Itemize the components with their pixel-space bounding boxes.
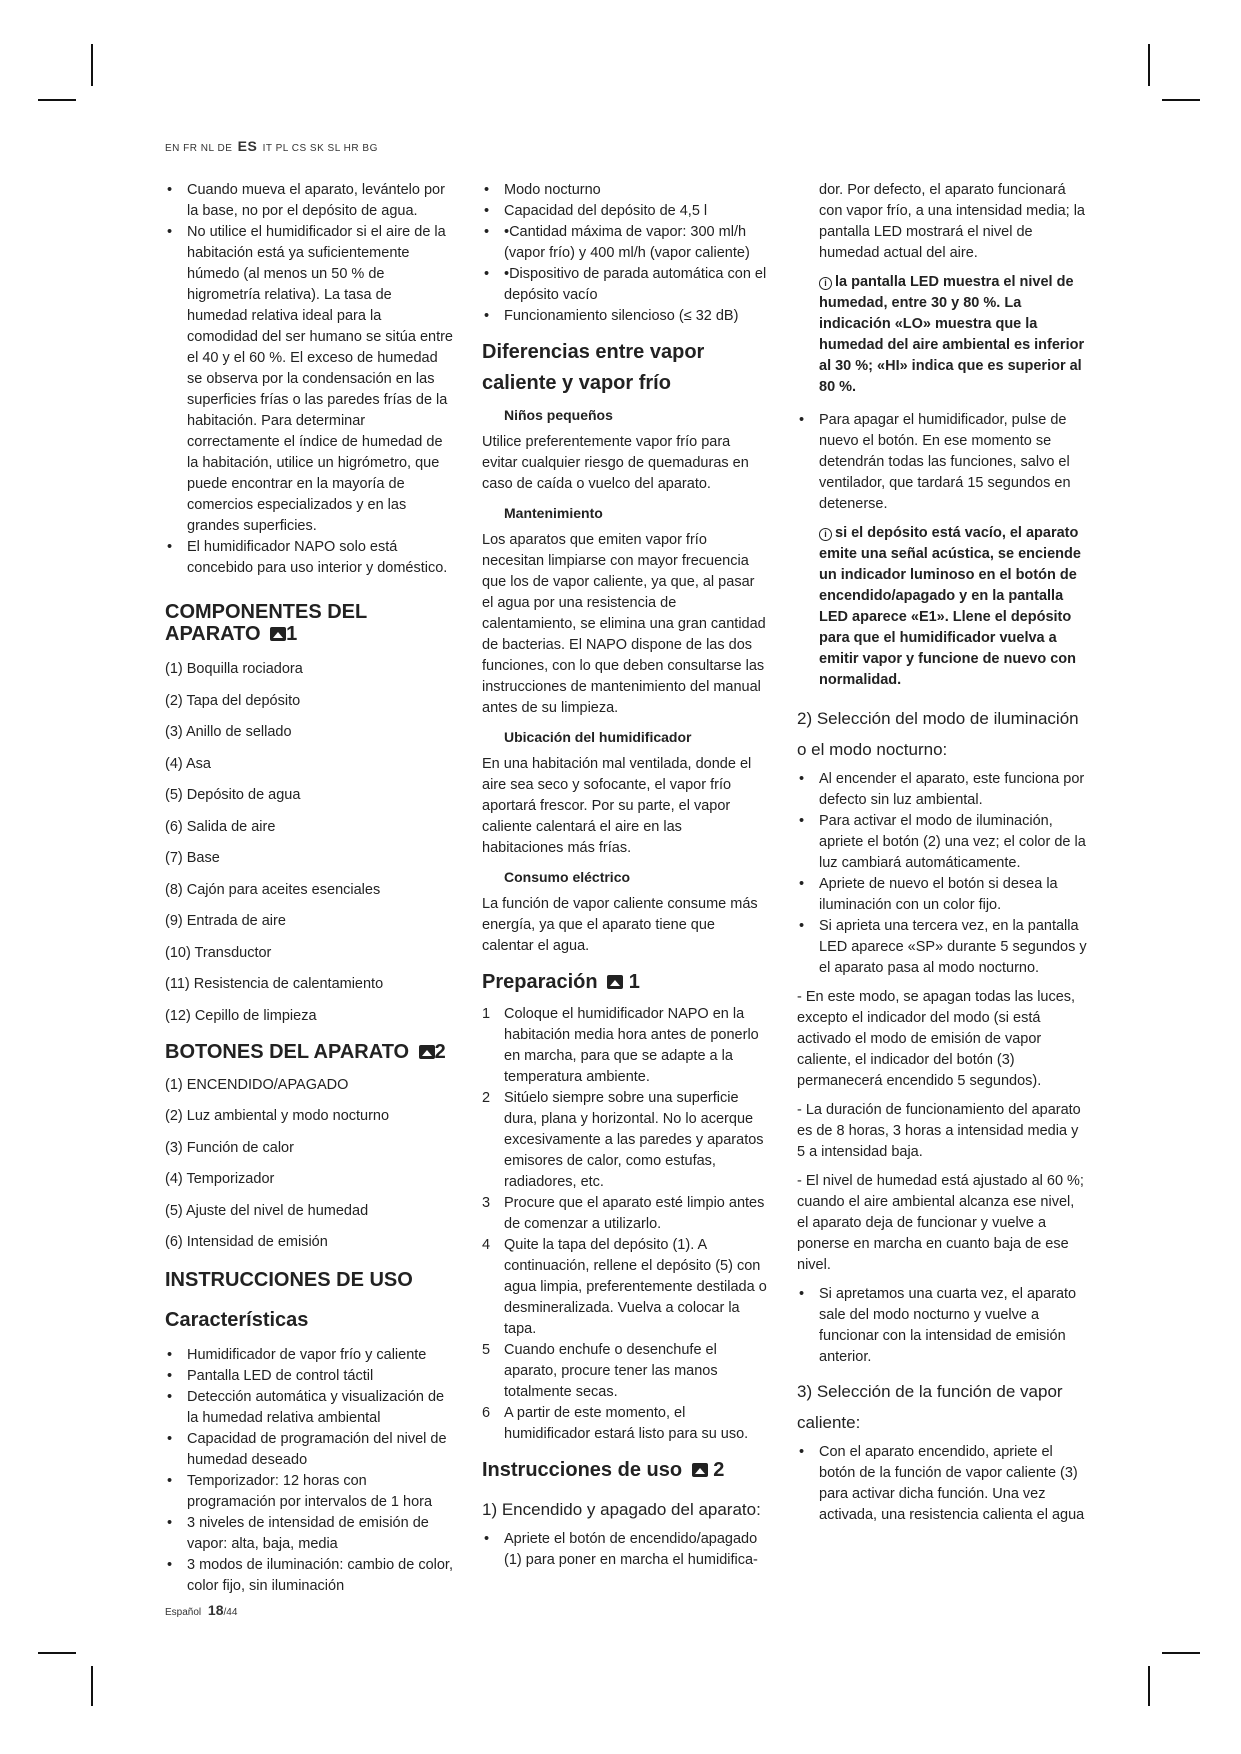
off-list: [797, 410, 1087, 515]
crop-mark: [91, 44, 93, 86]
cont-text: dor. Por defecto, el aparato funcionará con vapor frío, a una intensidad media; la pantalla LED mostrará el nivel de humedad actual del aire.: [819, 182, 1085, 261]
location-heading: Ubicación del humidificador: [504, 729, 692, 745]
location-text: En una habitación mal ventilada, donde el aire sea seco y sofocante, el vapor frío aportará frescor. Por su parte, el vapor caliente calentará el aire en las habitaciones más frías.: [482, 756, 752, 856]
list-item: • 3 niveles de intensidad de emisión de vapor: alta, baja, media: [165, 1513, 455, 1555]
step-text: A partir de este momento, el humidificador estará listo para su uso.: [504, 1405, 749, 1442]
note-text: si el depósito está vacío, el aparato emite una señal acústica, se enciende un indicador luminoso en el botón de encendido/apagado y en la pantalla LED aparece «E1». Llene el depósito para que el humidificador vuelva a emitir vapor y funcione de nuevo con normalidad.: [819, 525, 1081, 688]
power-text: La función de vapor caliente consume más energía, ya que el aparato tiene que calentar el agua.: [482, 896, 758, 954]
fourth-list: [797, 1284, 1087, 1368]
kids-text: Utilice preferentemente vapor frío para evitar cualquier riesgo de quemaduras en caso de caída o vuelco del aparato.: [482, 434, 749, 492]
page-footer: [165, 1602, 237, 1618]
features-heading: Características: [165, 1309, 309, 1331]
light-heading: 2) Selección del modo de iluminación o el modo nocturno:: [797, 709, 1079, 759]
features-list-cont: [482, 180, 767, 327]
use-fig-number: 2: [713, 1459, 725, 1481]
features-list: [165, 1345, 455, 1597]
bullet-list-top: [165, 180, 455, 579]
step-text: Sitúelo siempre sobre una superficie dura, plana y horizontal. No lo acerque excesivamente a las paredes y aparatos emisores de calor, como estufas, radiadores, etc.: [504, 1090, 764, 1190]
components-fig-number: 1: [286, 623, 298, 645]
step-text: Cuando enchufe o desenchufe el aparato, procure tener las manos totalmente secas.: [504, 1342, 718, 1400]
page-number: 18: [207, 1602, 224, 1618]
prep-steps: [482, 1004, 767, 1445]
page-total: /44: [223, 1607, 238, 1618]
image-icon: [692, 1463, 708, 1477]
crop-mark: [38, 1652, 76, 1654]
instructions-heading: INSTRUCCIONES DE USO: [165, 1269, 413, 1291]
step-number: 6: [482, 1405, 491, 1421]
component-item: (7) Base: [165, 850, 220, 866]
column-2: [482, 180, 767, 1579]
list-item: • Temporizador: 12 horas con programación por intervalos de 1 hora: [165, 1471, 455, 1513]
list-item: • Humidificador de vapor frío y caliente: [165, 1345, 455, 1366]
kids-heading: Niños pequeños: [504, 407, 613, 423]
lang-before: EN FR NL DE: [165, 143, 233, 154]
component-item: (2) Tapa del depósito: [165, 692, 301, 709]
step-number: 2: [482, 1090, 491, 1106]
buttons-list: [165, 1075, 455, 1254]
list-item: • •Cantidad máxima de vapor: 300 ml/h (vapor frío) y 400 ml/h (vapor caliente): [482, 222, 767, 264]
list-item: • Funcionamiento silencioso (≤ 32 dB): [482, 306, 767, 327]
lang-after: IT PL CS SK SL HR BG: [262, 143, 378, 154]
step-item: [482, 1235, 767, 1340]
crop-mark: [91, 1666, 93, 1706]
light-list: [797, 769, 1087, 979]
power-heading: Consumo eléctrico: [504, 869, 631, 885]
component-item: (8) Cajón para aceites esenciales: [165, 881, 381, 898]
components-heading: [165, 601, 455, 645]
note-humidity: [797, 272, 1087, 398]
component-item: (3) Anillo de sellado: [165, 724, 292, 740]
button-item: (6) Intensidad de emisión: [165, 1234, 328, 1250]
button-item: (4) Temporizador: [165, 1171, 275, 1187]
diff-heading: Diferencias entre vapor caliente y vapor frío: [482, 341, 705, 394]
buttons-fig-number: 2: [434, 1040, 446, 1063]
list-item: • Pantalla LED de control táctil: [165, 1366, 455, 1387]
step-item: [482, 1403, 767, 1445]
list-item: • Cuando mueva el aparato, levántelo por la base, no por el depósito de agua.: [165, 180, 455, 222]
dash-text: - El nivel de humedad está ajustado al 60 %; cuando el aire ambiental alcanza ese nivel, el aparato deja de funcionar y vuelve a ponerse en marcha en cuanto baja de ese nivel.: [797, 1173, 1084, 1273]
info-icon: i: [819, 528, 832, 541]
crop-mark: [1148, 44, 1150, 86]
language-selector: [165, 138, 378, 154]
component-item: (5) Depósito de agua: [165, 787, 301, 803]
list-item: • Capacidad de programación del nivel de humedad deseado: [165, 1429, 455, 1471]
component-item: (10) Transductor: [165, 944, 272, 961]
step-number: 1: [482, 1006, 491, 1022]
dash-text: - La duración de funcionamiento del aparato es de 8 horas, 3 horas a intensidad media y 5 a intensidad baja.: [797, 1102, 1081, 1160]
component-item: (11) Resistencia de calentamiento: [165, 976, 384, 992]
list-item: • 3 modos de iluminación: cambio de color, color fijo, sin iluminación: [165, 1555, 455, 1597]
list-item: • Para apagar el humidificador, pulse de nuevo el botón. En ese momento se detendrán todas las funciones, salvo el ventilador, que tardará 15 segundos en detenerse.: [797, 410, 1087, 515]
dash-text: - En este modo, se apagan todas las luces, excepto el indicador del modo (si está activado el modo de emisión de vapor caliente, el indicador del botón (3) permanecerá encendido 5 segundos).: [797, 989, 1076, 1089]
image-icon: [607, 975, 623, 989]
list-item: • Capacidad del depósito de 4,5 l: [482, 201, 767, 222]
button-item: (5) Ajuste del nivel de humedad: [165, 1202, 369, 1219]
list-item: • •Dispositivo de parada automática con el depósito vacío: [482, 264, 767, 306]
list-item: • Para activar el modo de iluminación, apriete el botón (2) una vez; el color de la luz cambiará automáticamente.: [797, 811, 1087, 874]
step-text: Quite la tapa del depósito (1). A continuación, rellene el depósito (5) con agua limpia, preferentemente destilada o desmineralizada. Vuelva a colocar la tapa.: [504, 1237, 767, 1337]
step-number: 3: [482, 1195, 491, 1211]
list-item: • Apriete de nuevo el botón si desea la iluminación con un color fijo.: [797, 874, 1087, 916]
list-item: • Con el aparato encendido, apriete el botón de la función de vapor caliente (3) para activar dicha función. Una vez activada, una resistencia calienta el agua: [797, 1442, 1087, 1526]
component-item: (9) Entrada de aire: [165, 913, 286, 929]
list-item: • Al encender el aparato, este funciona por defecto sin luz ambiental.: [797, 769, 1087, 811]
image-icon: [270, 627, 286, 641]
step-item: [482, 1193, 767, 1235]
step-text: Coloque el humidificador NAPO en la habitación media hora antes de ponerlo en marcha, para que se adapte a la temperatura ambiente.: [504, 1006, 759, 1085]
crop-mark: [1162, 99, 1200, 101]
list-item: • Detección automática y visualización de la humedad relativa ambiental: [165, 1387, 455, 1429]
maint-text: Los aparatos que emiten vapor frío necesitan limpiarse con mayor frecuencia que los de vapor caliente, ya que, al pasar el agua por una resistencia de calentamiento, se elimina una gran cantidad de bacterias. El NAPO dispone de las dos funciones, con lo que deben consultarse las instrucciones de mantenimiento del manual antes de su limpieza.: [482, 532, 766, 716]
button-item: (3) Función de calor: [165, 1139, 294, 1156]
note-tank: [797, 523, 1087, 691]
heat-heading: 3) Selección de la función de vapor caliente:: [797, 1382, 1063, 1432]
use-title: Instrucciones de uso: [482, 1459, 683, 1481]
onoff-heading: 1) Encendido y apagado del aparato:: [482, 1500, 761, 1519]
buttons-heading: [165, 1041, 455, 1063]
step-item: [482, 1004, 767, 1088]
crop-mark: [1162, 1652, 1200, 1654]
step-item: [482, 1340, 767, 1403]
use-heading: [482, 1455, 767, 1486]
prep-title: Preparación: [482, 971, 598, 993]
column-3: [797, 180, 1087, 1534]
component-item: (4) Asa: [165, 755, 211, 772]
component-item: (1) Boquilla rociadora: [165, 661, 303, 677]
buttons-title: BOTONES DEL APARATO: [165, 1040, 410, 1063]
crop-mark: [1148, 1666, 1150, 1706]
component-item: (12) Cepillo de limpieza: [165, 1007, 317, 1024]
step-number: 5: [482, 1342, 491, 1358]
list-item: • Modo nocturno: [482, 180, 767, 201]
image-icon: [419, 1045, 435, 1059]
lang-current: ES: [237, 138, 258, 154]
button-item: (2) Luz ambiental y modo nocturno: [165, 1108, 390, 1124]
column-1: [165, 180, 455, 1605]
list-item: • Apriete el botón de encendido/apagado (1) para poner en marcha el humidifica-: [482, 1529, 767, 1571]
button-item: (1) ENCENDIDO/APAGADO: [165, 1076, 349, 1093]
crop-mark: [38, 99, 76, 101]
note-text: la pantalla LED muestra el nivel de humedad, entre 30 y 80 %. La indicación «LO» muestra que la humedad del aire ambiental es inferior al 30 %; «HI» indica que es superior al 80 %.: [819, 274, 1085, 395]
list-item: • El humidificador NAPO solo está concebido para uso interior y doméstico.: [165, 537, 455, 579]
step-number: 4: [482, 1237, 491, 1253]
list-item: • No utilice el humidificador si el aire de la habitación está ya suficientemente húmedo (al menos un 50 % de higrometría relativa). La tasa de humedad relativa ideal para la comodidad del ser humano se sitúa entre el 40 y el 60 %. El exceso de humedad se observa por la condensación en las superficies frías o las paredes frías de la habitación. Para determinar correctamente el índice de humedad de la habitación, utilice un higrómetro, que puede encontrar en la mayoría de comercios especializados y en las grandes superficies.: [165, 222, 455, 537]
step-item: [482, 1088, 767, 1193]
prep-fig-number: 1: [628, 971, 640, 993]
onoff-list: [482, 1529, 767, 1571]
list-item: • Si apretamos una cuarta vez, el aparato sale del modo nocturno y vuelve a funcionar con la intensidad de emisión anterior.: [797, 1284, 1087, 1368]
step-text: Procure que el aparato esté limpio antes de comenzar a utilizarlo.: [504, 1195, 765, 1232]
footer-lang: Español: [165, 1607, 202, 1618]
maint-heading: Mantenimiento: [504, 505, 603, 521]
components-list: [165, 659, 455, 1027]
component-item: (6) Salida de aire: [165, 818, 276, 835]
info-icon: i: [819, 277, 832, 290]
prep-heading: [482, 967, 767, 998]
list-item: • Si aprieta una tercera vez, en la pantalla LED aparece «SP» durante 5 segundos y el aparato pasa al modo nocturno.: [797, 916, 1087, 979]
heat-list: [797, 1442, 1087, 1526]
components-title: COMPONENTES DEL APARATO: [165, 601, 367, 645]
